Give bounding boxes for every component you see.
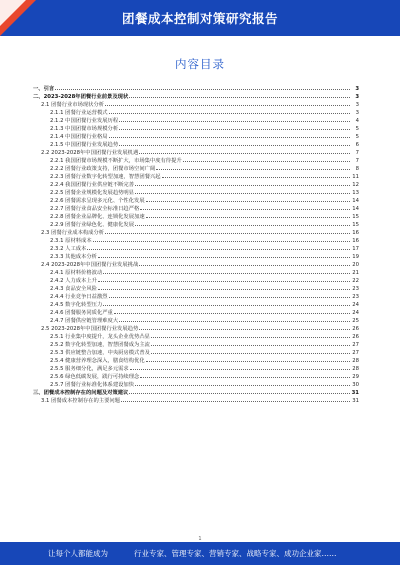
toc-entry-text: 二、2023-2028年团餐行业前景及现状	[33, 94, 129, 100]
toc-entry[interactable]	[33, 173, 359, 181]
toc-entry[interactable]	[33, 389, 359, 397]
toc-dot-leader	[129, 393, 350, 394]
toc-entry[interactable]	[33, 381, 359, 389]
toc-entry-text: 2.1.5 中国团餐行业发展趋势	[50, 142, 119, 148]
toc-page-number: 22	[352, 278, 359, 284]
toc-entry[interactable]	[33, 165, 359, 173]
toc-entry[interactable]	[33, 349, 359, 357]
toc-page-number: 14	[352, 198, 359, 204]
toc-dot-leader	[151, 337, 350, 338]
toc-entry[interactable]	[33, 109, 359, 117]
toc-entry-text: 2.1.3 中国团餐市场规模分析	[50, 126, 119, 132]
toc-entry[interactable]	[33, 237, 359, 245]
toc-page-number: 3	[355, 102, 359, 108]
page-footer	[0, 542, 400, 565]
toc-entry[interactable]	[33, 301, 359, 309]
toc-page-number: 12	[352, 182, 359, 188]
toc-page-number: 30	[352, 382, 359, 388]
toc-entry[interactable]	[33, 357, 359, 365]
toc-dot-leader	[146, 217, 350, 218]
toc-dot-leader	[109, 297, 350, 298]
toc-entry[interactable]	[33, 149, 359, 157]
toc-page-number: 3	[355, 110, 359, 116]
toc-entry-text: 2.1.2 中国团餐行业发展历程	[50, 118, 119, 124]
toc-entry[interactable]	[33, 229, 359, 237]
toc-page-number: 29	[352, 374, 359, 380]
toc-entry-text: 2.5 2023-2028年中国团餐行业发展趋势	[41, 326, 139, 332]
toc-dot-leader	[98, 257, 350, 258]
toc-entry-text: 2.1.4 中国团餐行业格局	[50, 134, 108, 140]
toc-entry-text: 2.5.7 团餐行业标准化体系建设加快	[50, 382, 135, 388]
toc-page-number: 15	[352, 222, 359, 228]
toc-entry-text: 2.2.3 团餐行业数字化转型加速，智慧团餐兴起	[50, 174, 161, 180]
toc-page-number: 7	[355, 150, 359, 156]
toc-dot-leader	[103, 273, 350, 274]
toc-dot-leader	[140, 209, 350, 210]
toc-entry[interactable]	[33, 341, 359, 349]
footer-slogan-right: 行业专家、管理专家、营销专家、战略专家、成功企业家……	[134, 549, 337, 558]
toc-entry[interactable]	[33, 333, 359, 341]
toc-entry-text: 一、引言	[33, 86, 55, 92]
toc-dot-leader	[93, 241, 350, 242]
toc-dot-leader	[119, 321, 350, 322]
toc-entry-text: 2.2.9 团餐行业绿色化、健康化发展	[50, 222, 135, 228]
toc-entry-text: 2.4.1 原材料价格波动	[50, 270, 103, 276]
toc-entry[interactable]	[33, 197, 359, 205]
toc-entry-text: 三、团餐成本控制存在的问题及对策建议	[33, 390, 129, 396]
toc-entry-text: 2.3.1 原材料成本	[50, 238, 92, 244]
toc-entry-text: 2.2.5 团餐企业规模化发展趋势明显	[50, 190, 135, 196]
toc-dot-leader	[139, 265, 350, 266]
toc-dot-leader	[139, 329, 350, 330]
toc-entry[interactable]	[33, 373, 359, 381]
toc-page-number: 27	[352, 342, 359, 348]
toc-entry-text: 2.2 2023-2028年中国团餐行业发展机遇	[41, 150, 139, 156]
toc-entry[interactable]	[33, 133, 359, 141]
toc-page-number: 11	[352, 174, 359, 180]
toc-page-number: 27	[352, 350, 359, 356]
toc-entry[interactable]	[33, 85, 359, 93]
report-title: 团餐成本控制对策研究报告	[121, 11, 278, 26]
toc-page-number: 25	[352, 318, 359, 324]
toc-entry[interactable]	[33, 141, 359, 149]
toc-dot-leader	[135, 185, 350, 186]
toc-entry[interactable]	[33, 213, 359, 221]
footer-slogan-left: 让每个人都能成为	[48, 549, 108, 558]
toc-entry[interactable]	[33, 253, 359, 261]
toc-entry-text: 2.2.8 团餐企业品牌化、连锁化发展加速	[50, 214, 145, 220]
toc-entry-text: 2.3.2 人工成本	[50, 246, 87, 252]
toc-page-number: 5	[355, 126, 359, 132]
toc-entry-text: 2.4.4 行业竞争日益激烈	[50, 294, 108, 300]
toc-entry[interactable]	[33, 125, 359, 133]
toc-page-number: 24	[352, 310, 359, 316]
toc-entry-text: 2.5.5 服务细分化，满足多元需求	[50, 366, 129, 372]
toc-page-number: 16	[352, 230, 359, 236]
toc-page-number: 20	[352, 262, 359, 268]
toc-entry-text: 2.4.6 团餐服务同质化严重	[50, 310, 113, 316]
toc-page-number: 14	[352, 206, 359, 212]
toc-dot-leader	[162, 177, 350, 178]
toc-dot-leader	[135, 225, 350, 226]
toc-entry-text: 2.4.5 数字化转型压力	[50, 302, 103, 308]
toc-page-number: 21	[352, 270, 359, 276]
page-number: 1	[198, 536, 202, 542]
toc-title: 内容目录	[175, 57, 225, 71]
toc-entry-text: 2.3 团餐行业成本构成分析	[41, 230, 105, 236]
toc-entry[interactable]	[33, 277, 359, 285]
toc-entry-text: 2.4.7 团餐供应链管理难度大	[50, 318, 119, 324]
table-of-contents	[33, 85, 359, 405]
toc-entry-text: 2.2.2 团餐行业政策支持，团餐市场空间广阔	[50, 166, 156, 172]
toc-entry-text: 2.1 团餐行业市场现状分析	[41, 102, 105, 108]
toc-entry[interactable]	[33, 397, 359, 405]
toc-entry[interactable]	[33, 101, 359, 109]
toc-dot-leader	[183, 161, 350, 162]
toc-dot-leader	[135, 193, 350, 194]
toc-page-number: 5	[355, 134, 359, 140]
toc-dot-leader	[119, 121, 350, 122]
toc-dot-leader	[135, 385, 350, 386]
toc-entry-text: 2.5.1 行业集中度提升，龙头企业优势凸显	[50, 334, 150, 340]
toc-entry-text: 2.2.7 团餐行业食品安全标准日趋严格	[50, 206, 140, 212]
toc-entry-text: 2.5.6 绿色低碳发展，践行可持续理念	[50, 374, 140, 380]
toc-dot-leader	[151, 353, 350, 354]
toc-dot-leader	[105, 105, 350, 106]
toc-entry[interactable]	[33, 365, 359, 373]
toc-dot-leader	[87, 249, 350, 250]
toc-entry-text: 2.4.2 人力成本上升	[50, 278, 97, 284]
toc-dot-leader	[130, 369, 350, 370]
toc-dot-leader	[151, 345, 350, 346]
toc-page-number: 24	[352, 302, 359, 308]
toc-page-number: 7	[355, 158, 359, 164]
toc-entry-text: 2.1.1 团餐行业运营模式	[50, 110, 108, 116]
toc-dot-leader	[109, 137, 350, 138]
toc-entry-text: 2.3.3 其他成本分析	[50, 254, 97, 260]
toc-page-number: 28	[352, 358, 359, 364]
toc-entry[interactable]	[33, 181, 359, 189]
toc-dot-leader	[146, 201, 350, 202]
toc-page-number: 26	[352, 334, 359, 340]
toc-dot-leader	[98, 281, 350, 282]
toc-page-number: 4	[355, 118, 359, 124]
toc-dot-leader	[139, 153, 350, 154]
toc-entry[interactable]	[33, 309, 359, 317]
toc-entry-text: 2.2.4 我国团餐行业供应链不断完善	[50, 182, 135, 188]
toc-page-number: 31	[352, 398, 359, 404]
toc-entry-text: 3.1 团餐成本控制存在的主要问题	[41, 398, 120, 404]
toc-entry-text: 2.2.6 团餐需求呈现多元化、个性化发展	[50, 198, 145, 204]
toc-dot-leader	[55, 89, 350, 90]
toc-dot-leader	[98, 289, 350, 290]
toc-entry-text: 2.5.2 数字化转型加速，智慧团餐成为主流	[50, 342, 150, 348]
toc-page-number: 19	[352, 254, 359, 260]
toc-entry[interactable]	[33, 117, 359, 125]
toc-entry[interactable]	[33, 285, 359, 293]
toc-page-number: 23	[352, 294, 359, 300]
toc-entry-text: 2.2.1 我国团餐市场规模不断扩大，市场集中度有待提升	[50, 158, 182, 164]
toc-entry-text: 2.5.4 健康营养理念深入，膳食结构优化	[50, 358, 145, 364]
toc-dot-leader	[114, 313, 350, 314]
toc-dot-leader	[146, 361, 350, 362]
report-header	[0, 0, 400, 36]
toc-page-number: 6	[355, 142, 359, 148]
toc-page-number: 28	[352, 366, 359, 372]
toc-entry[interactable]	[33, 221, 359, 229]
toc-dot-leader	[121, 401, 350, 402]
toc-dot-leader	[103, 305, 350, 306]
toc-dot-leader	[156, 169, 350, 170]
toc-dot-leader	[105, 233, 350, 234]
toc-entry[interactable]	[33, 245, 359, 253]
toc-page-number: 15	[352, 214, 359, 220]
toc-entry[interactable]	[33, 317, 359, 325]
toc-entry[interactable]	[33, 157, 359, 165]
toc-dot-leader	[109, 113, 350, 114]
toc-entry[interactable]	[33, 205, 359, 213]
toc-page-number: 8	[355, 166, 359, 172]
toc-entry[interactable]	[33, 189, 359, 197]
toc-page-number: 16	[352, 238, 359, 244]
toc-entry-text: 2.4 2023-2028年中国团餐行业发展挑战	[41, 262, 139, 268]
toc-page-number: 3	[355, 94, 359, 100]
toc-dot-leader	[140, 377, 350, 378]
toc-entry-text: 2.5.3 供应链整合加速，中央厨房模式普及	[50, 350, 150, 356]
toc-page-number: 3	[355, 86, 359, 92]
toc-page-number: 26	[352, 326, 359, 332]
toc-entry[interactable]	[33, 293, 359, 301]
toc-page-number: 31	[351, 390, 359, 396]
toc-entry[interactable]	[33, 325, 359, 333]
toc-entry-text: 2.4.3 食品安全风险	[50, 286, 97, 292]
toc-entry[interactable]	[33, 269, 359, 277]
toc-dot-leader	[119, 129, 350, 130]
toc-page-number: 13	[352, 190, 359, 196]
toc-entry[interactable]	[33, 261, 359, 269]
toc-dot-leader	[129, 97, 350, 98]
toc-page-number: 23	[352, 286, 359, 292]
toc-page-number: 17	[352, 246, 359, 252]
toc-dot-leader	[119, 145, 350, 146]
toc-entry[interactable]	[33, 93, 359, 101]
